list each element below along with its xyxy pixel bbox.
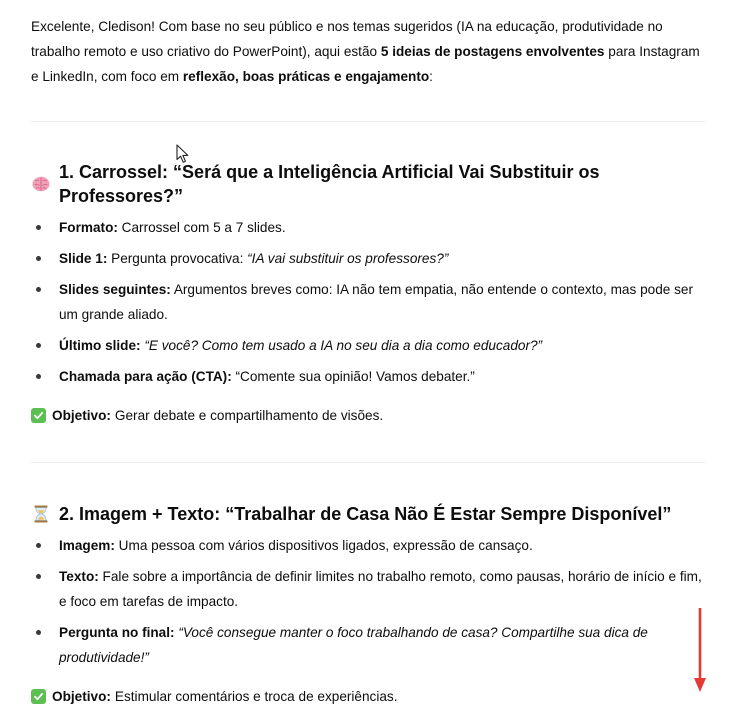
check-icon bbox=[31, 408, 46, 423]
section-title bbox=[31, 160, 705, 208]
item-text: “Comente sua opinião! Vamos debater.” bbox=[231, 369, 475, 384]
section-2 bbox=[31, 502, 705, 709]
bullet-list bbox=[31, 215, 705, 389]
intro-text-2: para Instagram e LinkedIn, com foco em bbox=[31, 44, 700, 84]
objective bbox=[31, 403, 705, 428]
bullet-dot bbox=[36, 630, 41, 635]
item-italic: “Você consegue manter o foco trabalhando de casa? Compartilhe sua dica de produtividade!” bbox=[59, 625, 648, 665]
list-item bbox=[31, 333, 705, 358]
intro-text-3: : bbox=[429, 69, 433, 84]
bullet-dot bbox=[36, 574, 41, 579]
list-item bbox=[31, 533, 705, 558]
item-label: Imagem: bbox=[59, 538, 115, 553]
item-label: Formato: bbox=[59, 220, 118, 235]
item-label: Texto: bbox=[59, 569, 99, 584]
list-item bbox=[31, 564, 705, 614]
bullet-dot bbox=[36, 287, 41, 292]
item-text: Fale sobre a importância de definir limites no trabalho remoto, como pausas, horário de início e fim, e foco em tarefas de impacto. bbox=[59, 569, 702, 609]
item-text: Uma pessoa com vários dispositivos ligados, expressão de cansaço. bbox=[114, 538, 533, 553]
objective-label: Objetivo: bbox=[52, 408, 111, 423]
scroll-down-arrow-icon bbox=[692, 608, 708, 699]
bullet-dot bbox=[36, 343, 41, 348]
bullet-dot bbox=[36, 543, 41, 548]
bullet-dot bbox=[36, 374, 41, 379]
bullet-dot bbox=[36, 225, 41, 230]
item-label: Slide 1: bbox=[59, 251, 108, 266]
intro-paragraph bbox=[31, 14, 705, 89]
hourglass-icon bbox=[31, 504, 51, 524]
item-text: Carrossel com 5 a 7 slides. bbox=[117, 220, 286, 235]
section-title-text: 2. Imagem + Texto: “Trabalhar de Casa Não É Estar Sempre Disponível” bbox=[59, 504, 672, 524]
section-title bbox=[31, 502, 705, 526]
objective-text: Gerar debate e compartilhamento de visões. bbox=[114, 408, 384, 423]
section-divider bbox=[31, 121, 705, 122]
check-icon bbox=[31, 689, 46, 704]
section-1 bbox=[31, 160, 705, 428]
bullet-list bbox=[31, 533, 705, 670]
item-label: Chamada para ação (CTA): bbox=[59, 369, 232, 384]
intro-bold-2: reflexão, boas práticas e engajamento bbox=[182, 69, 430, 84]
item-italic: “E você? Como tem usado a IA no seu dia a dia como educador?” bbox=[144, 338, 543, 353]
chat-response bbox=[31, 14, 705, 709]
item-italic: “IA vai substituir os professores?” bbox=[247, 251, 449, 266]
item-label: Último slide: bbox=[59, 338, 141, 353]
intro-text-1: Excelente, Cledison! Com base no seu público e nos temas sugeridos (IA na educação, produtividade no trabalho remoto e uso criativo do PowerPoint), aqui estão bbox=[31, 19, 663, 59]
list-item bbox=[31, 364, 705, 389]
list-item bbox=[31, 215, 705, 240]
item-label: Slides seguintes: bbox=[59, 282, 171, 297]
bullet-dot bbox=[36, 256, 41, 261]
brain-icon bbox=[31, 174, 51, 194]
item-label: Pergunta no final: bbox=[59, 625, 175, 640]
list-item bbox=[31, 620, 705, 670]
mouse-cursor-icon bbox=[176, 144, 190, 169]
list-item bbox=[31, 246, 705, 271]
objective-text: Estimular comentários e troca de experiências. bbox=[114, 689, 398, 704]
section-title-text: 1. Carrossel: “Será que a Inteligência Artificial Vai Substituir os Professores?” bbox=[59, 162, 600, 206]
item-text: Pergunta provocativa: bbox=[107, 251, 248, 266]
list-item bbox=[31, 277, 705, 327]
objective-label: Objetivo: bbox=[52, 689, 111, 704]
intro-bold-1: 5 ideias de postagens envolventes bbox=[380, 44, 605, 59]
objective bbox=[31, 684, 705, 709]
item-text: Argumentos breves como: IA não tem empatia, não entende o contexto, mas pode ser um grande aliado. bbox=[59, 282, 693, 322]
section-divider bbox=[31, 462, 705, 463]
